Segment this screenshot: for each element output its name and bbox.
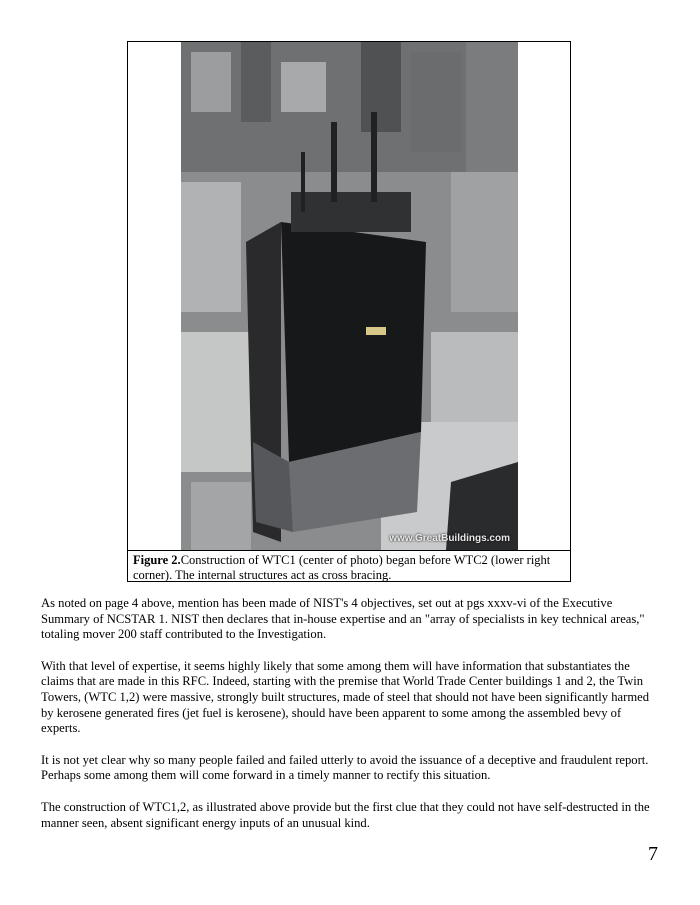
caption-label: Figure 2. (133, 553, 181, 567)
construction-photo (181, 42, 518, 550)
paragraph: As noted on page 4 above, mention has been made of NIST's 4 objectives, set out at pgs xxxv-vi of the Executive Summary of NCSTAR 1. NIST then declares that in-house expertise and an "array of specialists in key technical areas," totaling mover 200 staff contributed to the Investigation. (41, 596, 645, 642)
photo-watermark: www.GreatBuildings.com (389, 533, 510, 544)
caption-text: Construction of WTC1 (center of photo) began before WTC2 (lower right corner). The internal structures act as cross bracing. (133, 553, 551, 582)
body-text (41, 596, 653, 847)
paragraph: It is not yet clear why so many people failed and failed utterly to avoid the issuance of a deceptive and fraudulent report. Perhaps some among them will come forward in a timely manner to rectify this situation. (41, 752, 649, 783)
paragraph: With that level of expertise, it seems highly likely that some among them will have information that substantiates the claims that are made in this RFC. Indeed, starting with the premise that World Trade Center buildings 1 and 2, the Twin Towers, (WTC 1,2) were massive, strongly built structures, made of steel that should not have been significantly harmed by kerosene generated fires (jet fuel is kerosene), should have been apparent to some among the assembled bevy of experts. (41, 658, 650, 736)
page-number: 7 (648, 843, 658, 865)
figure-caption (128, 550, 570, 582)
paragraph: The construction of WTC1,2, as illustrated above provide but the first clue that they could not have self-destructed in the manner seen, absent significant energy inputs of an unusual kind. (41, 799, 650, 830)
figure (127, 41, 571, 582)
